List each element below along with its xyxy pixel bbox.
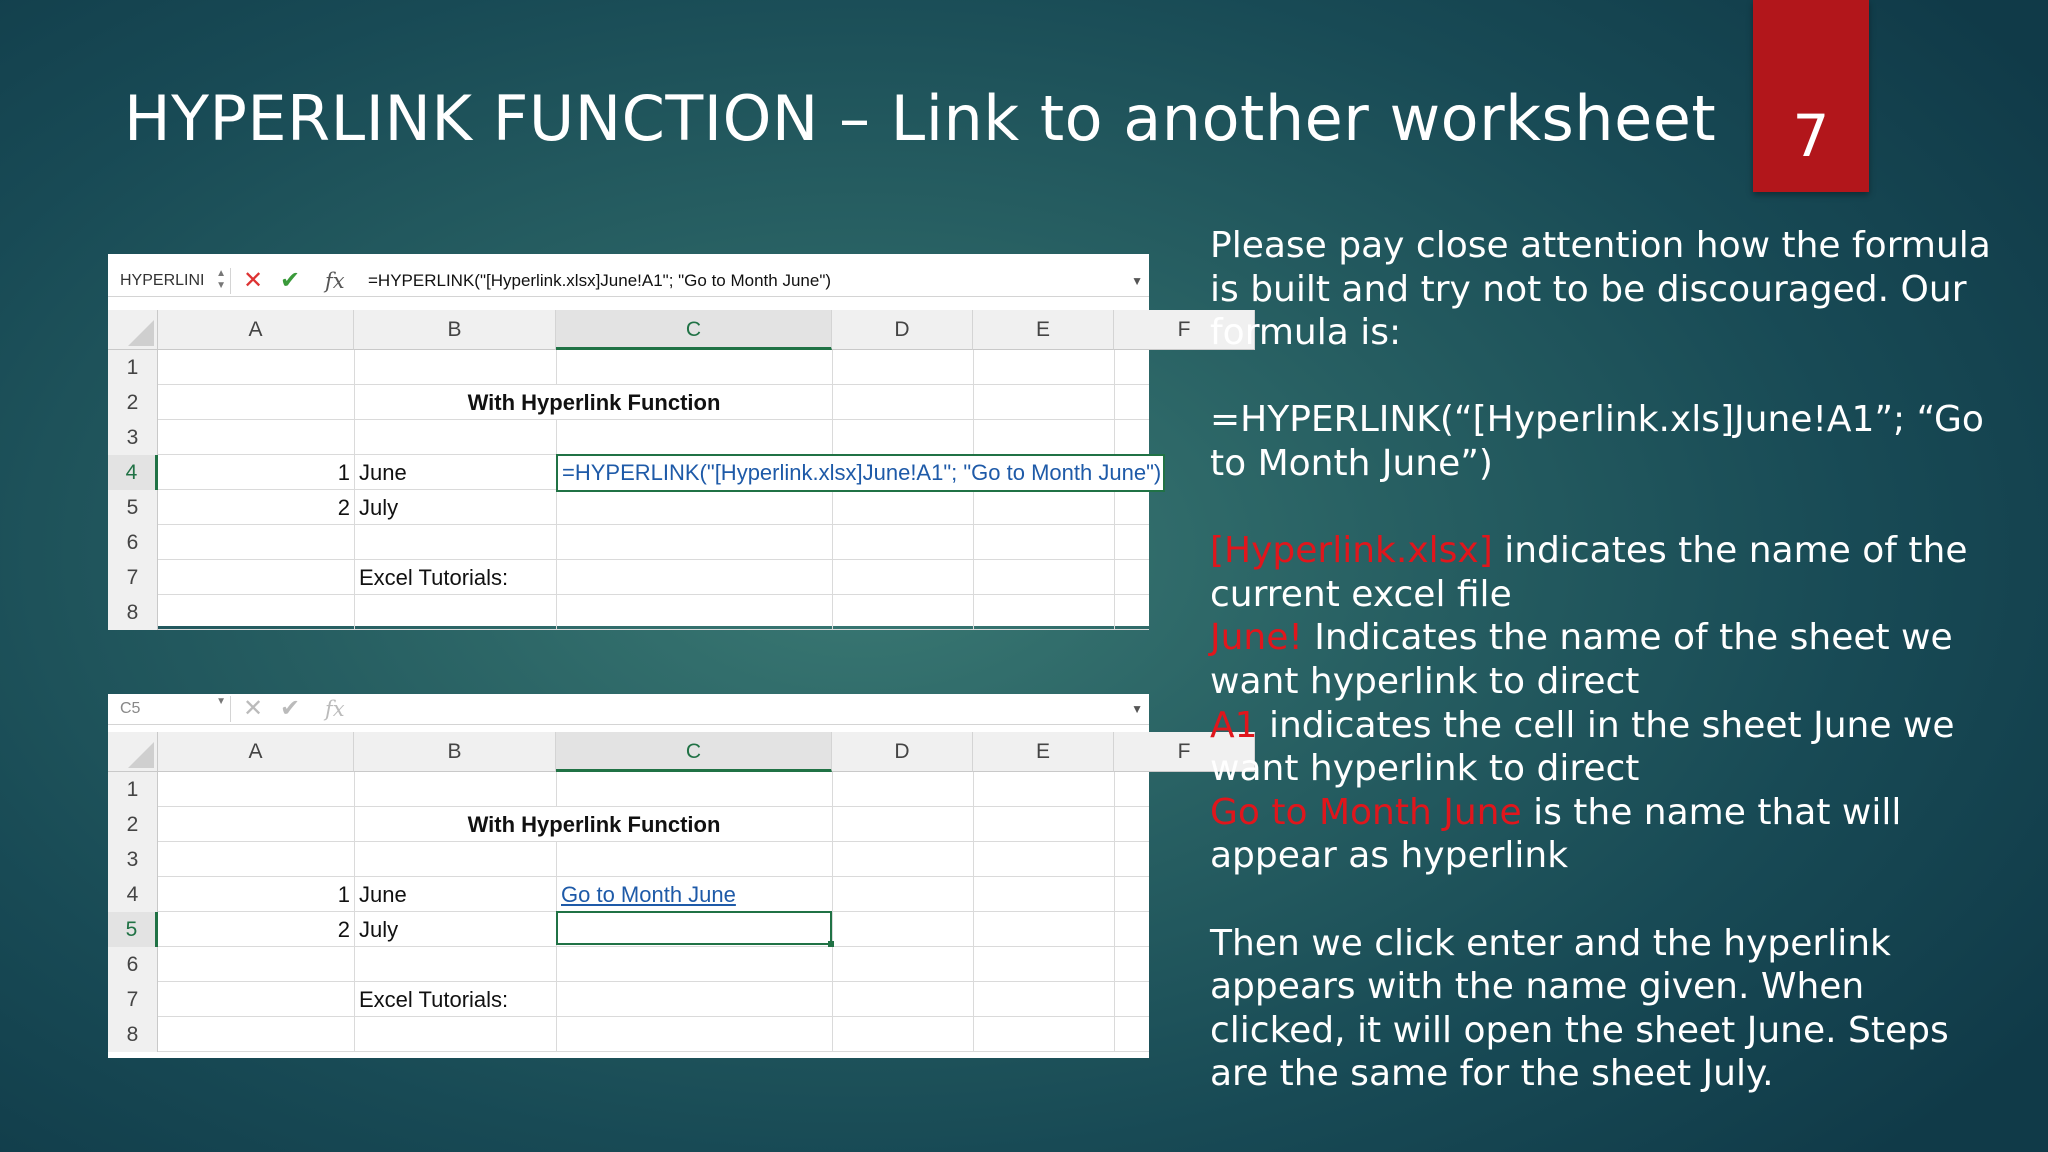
row-header[interactable]: 4: [108, 877, 158, 912]
table-row: [108, 385, 1149, 420]
column-header-f[interactable]: F: [1114, 310, 1255, 350]
column-header-b[interactable]: B: [354, 310, 556, 350]
select-all-corner[interactable]: [108, 310, 158, 350]
cell-b4[interactable]: June: [359, 460, 407, 485]
column-header-c[interactable]: C: [556, 310, 832, 350]
dropdown-arrow-icon: ▼: [216, 696, 226, 707]
cancel-icon[interactable]: ✕: [243, 267, 264, 294]
table-row: [108, 947, 1149, 982]
sheet-name-note: June! Indicates the name of the sheet we want hyperlink to direct: [1210, 617, 1953, 702]
row-header[interactable]: 6: [108, 525, 158, 560]
file-name-note: [Hyperlink.xlsx] indicates the name of the current excel file: [1210, 530, 1968, 615]
cell-b5[interactable]: July: [359, 917, 399, 942]
expand-formula-icon[interactable]: ▼: [1131, 274, 1143, 288]
row-header[interactable]: 3: [108, 420, 158, 455]
column-header-a[interactable]: A: [158, 310, 354, 350]
table-row: [108, 912, 1149, 947]
highlight-file-name: [Hyperlink.xlsx]: [1210, 530, 1493, 572]
row-header[interactable]: 7: [108, 560, 158, 595]
column-header-c[interactable]: C: [556, 732, 832, 772]
row-header[interactable]: 6: [108, 947, 158, 982]
cancel-icon: ✕: [243, 695, 264, 722]
row-header[interactable]: 8: [108, 595, 158, 630]
intro-paragraph: Please pay close attention how the formula is built and try not to be discouraged. Our formula is:: [1210, 225, 1991, 354]
spreadsheet-result-screenshot: [108, 695, 1191, 1058]
cell-b7[interactable]: Excel Tutorials:: [359, 987, 509, 1012]
expand-formula-icon[interactable]: ▼: [1131, 702, 1143, 716]
sheet-heading: With Hyperlink Function: [467, 812, 721, 837]
formula-paragraph: =HYPERLINK(“[Hyperlink.xls]June!A1”; “Go to Month June”): [1210, 399, 1984, 484]
name-box[interactable]: [116, 268, 231, 294]
explanation-text: [1210, 224, 2010, 1096]
table-row: [108, 595, 1149, 630]
table-row: [108, 1017, 1149, 1052]
sheet-heading: With Hyperlink Function: [467, 390, 721, 415]
cell-a4[interactable]: 1: [337, 460, 350, 485]
column-header-d[interactable]: D: [832, 310, 973, 350]
column-header-a[interactable]: A: [158, 732, 354, 772]
insert-function-icon[interactable]: fx: [325, 697, 345, 721]
column-header-b[interactable]: B: [354, 732, 556, 772]
cell-c4-editing[interactable]: =HYPERLINK("[Hyperlink.xlsx]June!A1"; "Go to Month June"): [556, 454, 1165, 492]
cell-b5[interactable]: July: [359, 495, 399, 520]
cell-a4[interactable]: 1: [337, 882, 350, 907]
column-header-f[interactable]: F: [1114, 732, 1255, 772]
name-box-value: HYPERLINI: [120, 272, 205, 289]
row-header[interactable]: 5: [108, 490, 158, 525]
row-header[interactable]: 4: [108, 455, 158, 490]
page-number: 7: [1792, 102, 1830, 170]
table-row: [108, 772, 1149, 807]
row-header[interactable]: 8: [108, 1017, 158, 1052]
spin-arrows-icon: ▲ ▼: [216, 268, 226, 291]
row-header[interactable]: 7: [108, 982, 158, 1017]
slide-title: HYPERLINK FUNCTION – Link to another worksheet: [124, 82, 1717, 155]
column-header-e[interactable]: E: [973, 310, 1114, 350]
row-header[interactable]: 5: [108, 912, 158, 947]
column-header-e[interactable]: E: [973, 732, 1114, 772]
table-row: [108, 455, 1162, 490]
cell-b4[interactable]: June: [359, 882, 407, 907]
name-box-value: C5: [120, 700, 141, 717]
insert-function-icon[interactable]: fx: [325, 269, 345, 293]
highlight-sheet-name: June!: [1210, 617, 1303, 659]
link-name-note: Go to Month June is the name that will appear as hyperlink: [1210, 791, 1902, 877]
table-row: [108, 420, 1149, 455]
formula-bar: [108, 694, 1149, 725]
table-row: [108, 525, 1149, 560]
table-row: [108, 350, 1149, 385]
row-header[interactable]: 1: [108, 350, 158, 385]
cell-note: A1 indicates the cell in the sheet June we want hyperlink to direct: [1210, 704, 1955, 790]
row-header[interactable]: 2: [108, 385, 158, 420]
table-row: [108, 842, 1149, 877]
row-header[interactable]: 2: [108, 807, 158, 842]
cell-b7[interactable]: Excel Tutorials:: [359, 565, 509, 590]
formula-input[interactable]: =HYPERLINK("[Hyperlink.xlsx]June!A1"; "Go to Month June"): [368, 271, 832, 290]
closing-paragraph: Then we click enter and the hyperlink appears with the name given. When clicked, it will open the sheet June. Steps are the same for the sheet July.: [1210, 922, 1949, 1095]
active-cell-c5[interactable]: [556, 911, 832, 945]
spreadsheet-editing-screenshot: [108, 254, 1191, 626]
name-box[interactable]: [116, 696, 231, 722]
column-header-d[interactable]: D: [832, 732, 973, 772]
hyperlink-cell-c4[interactable]: Go to Month June: [561, 882, 736, 907]
cell-a5[interactable]: 2: [337, 495, 350, 520]
select-all-corner[interactable]: [108, 732, 158, 772]
table-row: [108, 807, 1149, 842]
page-number-tab: [1753, 0, 1869, 192]
formula-bar: [108, 266, 1149, 297]
row-header[interactable]: 3: [108, 842, 158, 877]
table-row: [108, 982, 1149, 1017]
cell-a5[interactable]: 2: [337, 917, 350, 942]
row-header[interactable]: 1: [108, 772, 158, 807]
confirm-check-icon[interactable]: ✔: [280, 267, 301, 294]
table-row: [108, 877, 1149, 912]
highlight-cell: A1: [1210, 704, 1258, 746]
table-row: [108, 560, 1149, 595]
confirm-check-icon: ✔: [280, 695, 301, 722]
highlight-link-name: Go to Month June: [1210, 791, 1522, 833]
table-row: [108, 490, 1149, 525]
